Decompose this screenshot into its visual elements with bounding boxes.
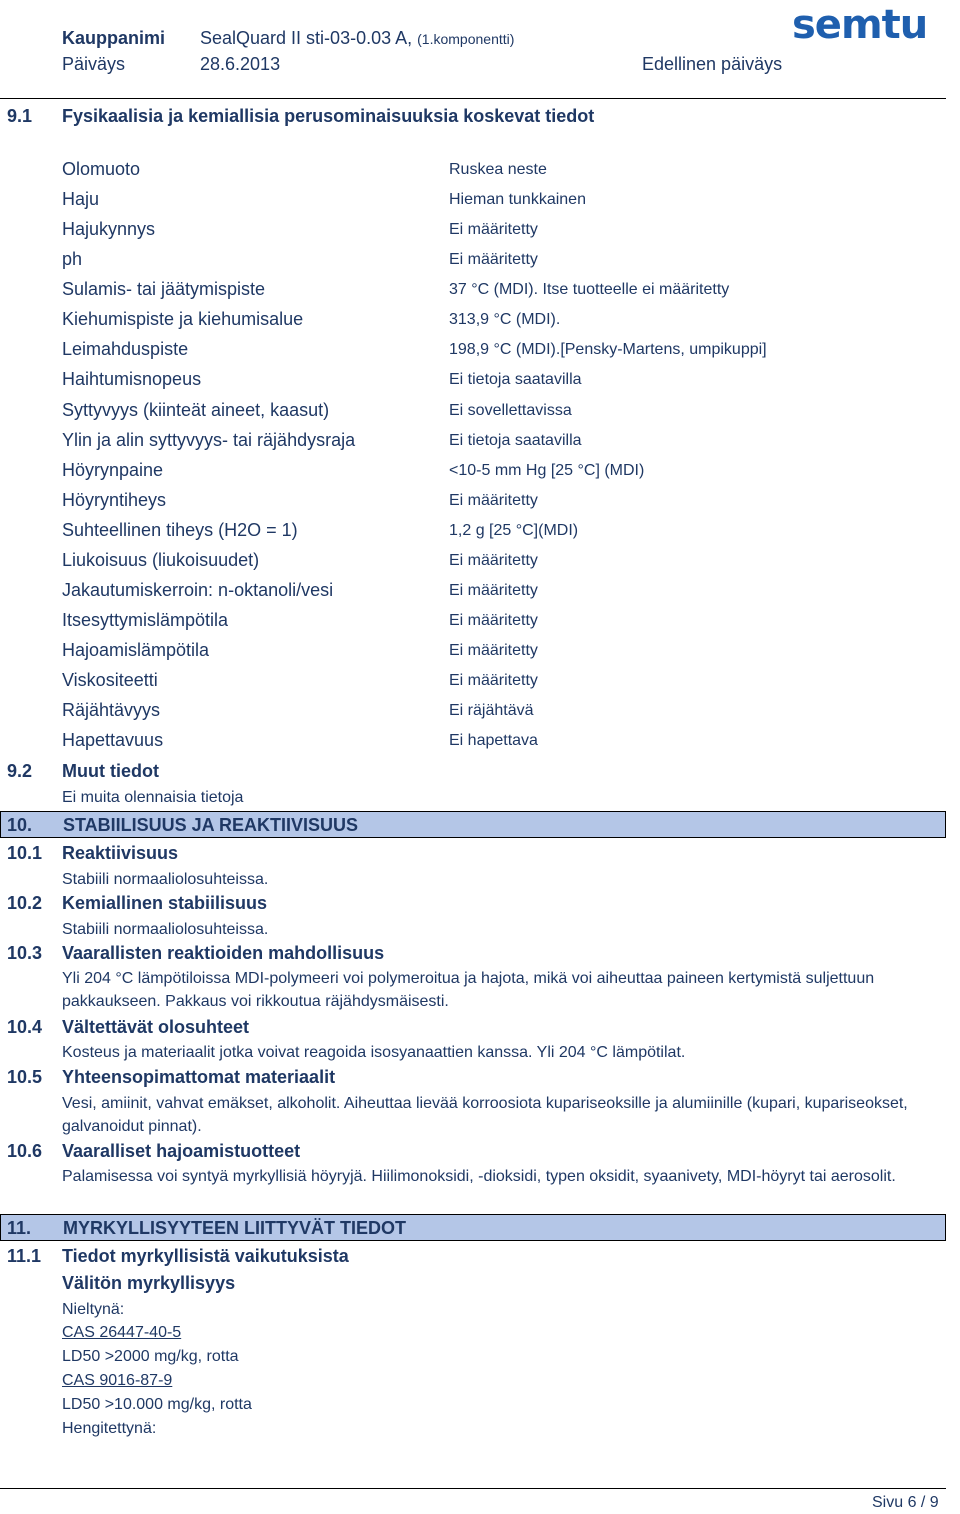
acute-toxicity-title: Välitön myrkyllisyys bbox=[62, 1273, 236, 1293]
property-label: Hajukynnys bbox=[62, 219, 156, 239]
property-label: Kiehumispiste ja kiehumisalue bbox=[62, 309, 304, 329]
property-value: Ei määritetty bbox=[449, 552, 538, 569]
product-component: (1.komponentti) bbox=[417, 31, 515, 47]
property-label: Höyryntiheys bbox=[62, 490, 167, 510]
page-number: Sivu 6 / 9 bbox=[872, 1494, 939, 1511]
subsection-number: 10.5 bbox=[7, 1067, 43, 1087]
subsection-number: 10.2 bbox=[7, 893, 43, 913]
section-10-number: 10. bbox=[7, 815, 33, 835]
property-value: Ei tietoja saatavilla bbox=[449, 432, 582, 449]
section-9-1-number: 9.1 bbox=[7, 106, 33, 126]
section-11-title: MYRKYLLISYYTEEN LIITTYVÄT TIEDOT bbox=[63, 1218, 407, 1238]
property-value: 1,2 g [25 °C](MDI) bbox=[449, 522, 579, 539]
cas-number-link[interactable]: CAS 26447-40-5 bbox=[62, 1324, 182, 1341]
property-label: Liukoisuus (liukoisuudet) bbox=[62, 550, 260, 570]
cas-number-link[interactable]: CAS 9016-87-9 bbox=[62, 1372, 173, 1389]
property-label: Syttyvyys (kiinteät aineet, kaasut) bbox=[62, 400, 330, 420]
section-10-header bbox=[0, 811, 946, 838]
property-value: Ei määritetty bbox=[449, 582, 538, 599]
subsection-title: Tiedot myrkyllisistä vaikutuksista bbox=[62, 1246, 349, 1266]
toxicity-line: LD50 >10.000 mg/kg, rotta bbox=[62, 1396, 252, 1413]
property-label: Suhteellinen tiheys (H2O = 1) bbox=[62, 520, 298, 540]
property-label: Sulamis- tai jäätymispiste bbox=[62, 279, 266, 299]
property-value: Ei tietoja saatavilla bbox=[449, 371, 582, 388]
property-value: Ei hapettava bbox=[449, 732, 538, 749]
property-label: Höyrynpaine bbox=[62, 460, 164, 480]
product-name-value: SealQuard II sti-03-0.03 A, bbox=[200, 28, 413, 48]
semtu-logo: semtu bbox=[792, 2, 928, 48]
subsection-text: Palamisessa voi syntyä myrkyllisiä höyryjä. Hiilimonoksidi, -dioksidi, typen oksidit, syaanivety, MDI-höyryt tai aerosolit. bbox=[62, 1168, 896, 1185]
section-11-header bbox=[0, 1214, 946, 1241]
subsection-text: Stabiili normaaliolosuhteissa. bbox=[62, 871, 269, 888]
property-value: 198,9 °C (MDI).[Pensky-Martens, umpikuppi] bbox=[449, 341, 767, 358]
date-value: 28.6.2013 bbox=[200, 54, 281, 74]
section-9-2-text: Ei muita olennaisia tietoja bbox=[62, 789, 244, 806]
toxicity-line: Hengitettynä: bbox=[62, 1420, 157, 1437]
product-name-label: Kauppanimi bbox=[62, 28, 166, 48]
subsection-number: 11.1 bbox=[7, 1246, 42, 1266]
property-label: ph bbox=[62, 249, 83, 269]
property-value: Hieman tunkkainen bbox=[449, 191, 586, 208]
subsection-text: Vesi, amiinit, vahvat emäkset, alkoholit. Aiheuttaa lievää korroosiota kupariseoksille ja alumiinille (kupari, kupariseokset, galvanoidut pinnat). bbox=[62, 1095, 908, 1135]
subsection-title: Reaktiivisuus bbox=[62, 843, 179, 863]
property-value: <10-5 mm Hg [25 °C] (MDI) bbox=[449, 462, 645, 479]
property-value: Ei räjähtävä bbox=[449, 702, 534, 719]
subsection-title: Vältettävät olosuhteet bbox=[62, 1017, 250, 1037]
property-value: 313,9 °C (MDI). bbox=[449, 311, 561, 328]
property-value: Ei sovellettavissa bbox=[449, 402, 572, 419]
property-value: 37 °C (MDI). Itse tuotteelle ei määritetty bbox=[449, 281, 730, 298]
property-label: Viskositeetti bbox=[62, 670, 158, 690]
header-divider bbox=[0, 98, 946, 99]
toxicity-line: LD50 >2000 mg/kg, rotta bbox=[62, 1348, 239, 1365]
date-label: Päiväys bbox=[62, 54, 126, 74]
section-9-2-number: 9.2 bbox=[7, 761, 33, 781]
property-label: Hapettavuus bbox=[62, 730, 164, 750]
property-label: Haju bbox=[62, 189, 100, 209]
subsection-number: 10.6 bbox=[7, 1141, 43, 1161]
subsection-title: Yhteensopimattomat materiaalit bbox=[62, 1067, 336, 1087]
section-9-2-title: Muut tiedot bbox=[62, 761, 159, 781]
subsection-number: 10.3 bbox=[7, 943, 43, 963]
property-label: Hajoamislämpötila bbox=[62, 640, 210, 660]
property-label: Ylin ja alin syttyvyys- tai räjähdysraja bbox=[62, 430, 356, 450]
property-label: Leimahduspiste bbox=[62, 339, 189, 359]
property-value: Ei määritetty bbox=[449, 672, 538, 689]
section-10-title: STABIILISUUS JA REAKTIIVISUUS bbox=[63, 815, 359, 835]
property-label: Haihtumisnopeus bbox=[62, 369, 202, 389]
property-value: Ruskea neste bbox=[449, 161, 547, 178]
section-11-number: 11. bbox=[7, 1218, 32, 1238]
property-value: Ei määritetty bbox=[449, 221, 538, 238]
toxicity-line: Nieltynä: bbox=[62, 1301, 125, 1318]
footer-divider bbox=[0, 1488, 946, 1489]
subsection-text: Stabiili normaaliolosuhteissa. bbox=[62, 921, 269, 938]
property-value: Ei määritetty bbox=[449, 251, 538, 268]
subsection-text: Yli 204 °C lämpötiloissa MDI-polymeeri voi polymeroitua ja hajota, mikä voi aiheuttaa paineen kertymistä suljettuun pakkaukseen. Pakkaus voi rikkoutua räjähdysmäisesti. bbox=[62, 970, 875, 1010]
property-value: Ei määritetty bbox=[449, 492, 538, 509]
property-label: Räjähtävyys bbox=[62, 700, 161, 720]
property-value: Ei määritetty bbox=[449, 612, 538, 629]
property-value: Ei määritetty bbox=[449, 642, 538, 659]
subsection-text: Kosteus ja materiaalit jotka voivat reagoida isosyanaattien kanssa. Yli 204 °C lämpötilat. bbox=[62, 1044, 686, 1061]
property-label: Jakautumiskerroin: n-oktanoli/vesi bbox=[62, 580, 334, 600]
property-label: Itsesyttymislämpötila bbox=[62, 610, 229, 630]
subsection-title: Vaaralliset hajoamistuotteet bbox=[62, 1141, 301, 1161]
section-9-1-title: Fysikaalisia ja kemiallisia perusominaisuuksia koskevat tiedot bbox=[62, 106, 595, 126]
property-label: Olomuoto bbox=[62, 159, 141, 179]
subsection-title: Kemiallinen stabiilisuus bbox=[62, 893, 268, 913]
previous-date-label: Edellinen päiväys bbox=[642, 54, 783, 74]
subsection-title: Vaarallisten reaktioiden mahdollisuus bbox=[62, 943, 385, 963]
product-name bbox=[200, 28, 514, 49]
subsection-number: 10.4 bbox=[7, 1017, 43, 1037]
subsection-number: 10.1 bbox=[7, 843, 43, 863]
